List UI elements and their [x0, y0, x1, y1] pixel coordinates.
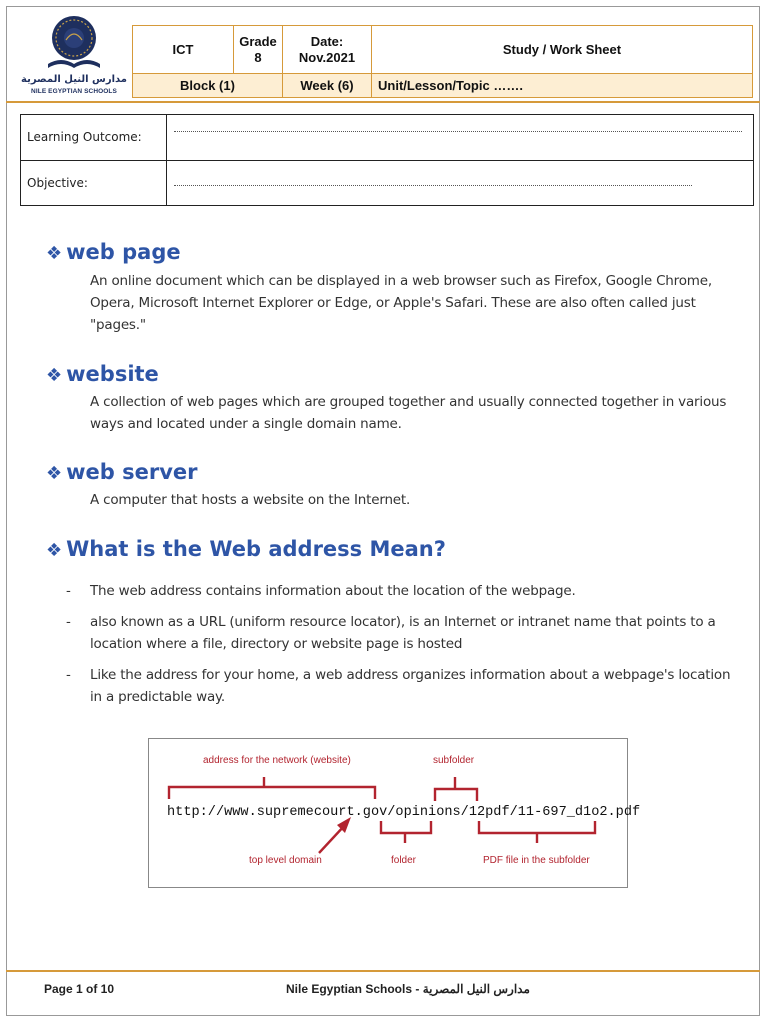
list-item — [66, 580, 734, 602]
section-heading — [46, 362, 159, 386]
diamond-bullet-icon: ❖ — [46, 365, 63, 386]
url-diagram — [148, 738, 641, 888]
grade-label: Grade — [239, 33, 277, 49]
learning-outcome-label: Learning Outcome: — [21, 115, 167, 161]
dash-bullet: - — [66, 614, 71, 630]
date-cell — [283, 26, 372, 74]
tld-label: top level domain — [249, 855, 322, 866]
grade-cell — [234, 26, 283, 74]
block-cell — [133, 74, 283, 98]
dash-bullet: - — [66, 583, 71, 599]
section-heading — [46, 460, 198, 484]
url-text: http://www.supremecourt.gov/opinions/12pdf/11-697_d1o2.pdf — [167, 805, 641, 820]
page-number: Page 1 of 10 — [44, 982, 115, 996]
section-heading — [46, 240, 181, 264]
section-heading — [46, 537, 446, 561]
logo-english-text: NILE EGYPTIAN SCHOOLS — [31, 88, 117, 95]
list-item — [66, 611, 734, 655]
worksheet-title: Study / Work Sheet — [502, 42, 622, 58]
web-page-definition: An online document which can be displayed in a web browser such as Firefox, Google Chrome, Opera, Microsoft Internet Explorer or Edge, or Apple's Safari. These are also often called just "pages." — [90, 273, 712, 333]
week-cell — [283, 74, 372, 98]
subject-text: ICT — [172, 42, 194, 58]
outcome-table — [20, 114, 754, 206]
web-address-heading: What is the Web address Mean? — [66, 537, 446, 561]
worksheet-title-cell — [372, 26, 753, 74]
footer-school-name: Nile Egyptian Schools - مدارس النيل المصرية — [286, 982, 530, 996]
diamond-bullet-icon: ❖ — [46, 243, 63, 264]
topic-cell — [372, 74, 753, 98]
footer-divider — [6, 970, 760, 972]
list-item-text: also known as a URL (uniform resource locator), is an Internet or intranet name that points to a location where a file, directory or website page is hosted — [90, 614, 716, 652]
subfolder-label: subfolder — [433, 755, 475, 766]
list-item — [66, 664, 734, 708]
website-definition: A collection of web pages which are grouped together and usually connected together in various ways and located under a single domain name. — [90, 394, 727, 432]
website-heading: website — [66, 362, 159, 386]
network-label: address for the network (website) — [203, 755, 351, 766]
dash-bullet: - — [66, 667, 71, 683]
objective-field[interactable] — [167, 160, 754, 206]
diamond-bullet-icon: ❖ — [46, 463, 63, 484]
web-server-heading: web server — [66, 460, 198, 484]
grade-value: 8 — [254, 49, 262, 65]
logo-arabic-text: مدارس النيل المصرية — [21, 74, 127, 85]
header-divider — [6, 101, 760, 103]
date-value: Nov.2021 — [298, 49, 356, 65]
learning-outcome-field[interactable] — [167, 115, 754, 161]
diamond-bullet-icon: ❖ — [46, 540, 63, 561]
list-item-text: Like the address for your home, a web address organizes information about a webpage's location in a predictable way. — [90, 667, 731, 705]
pdf-label: PDF file in the subfolder — [483, 855, 590, 866]
objective-label: Objective: — [21, 160, 167, 206]
web-server-definition: A computer that hosts a website on the Internet. — [90, 492, 411, 508]
subject-cell — [133, 26, 234, 74]
list-item-text: The web address contains information about the location of the webpage. — [90, 583, 576, 599]
date-label: Date: — [310, 33, 344, 49]
week-text: Week (6) — [300, 78, 354, 94]
header-table — [132, 25, 753, 98]
folder-label: folder — [391, 855, 417, 866]
topic-text: Unit/Lesson/Topic ……. — [378, 78, 523, 94]
block-text: Block (1) — [180, 78, 235, 94]
web-page-heading: web page — [66, 240, 181, 264]
